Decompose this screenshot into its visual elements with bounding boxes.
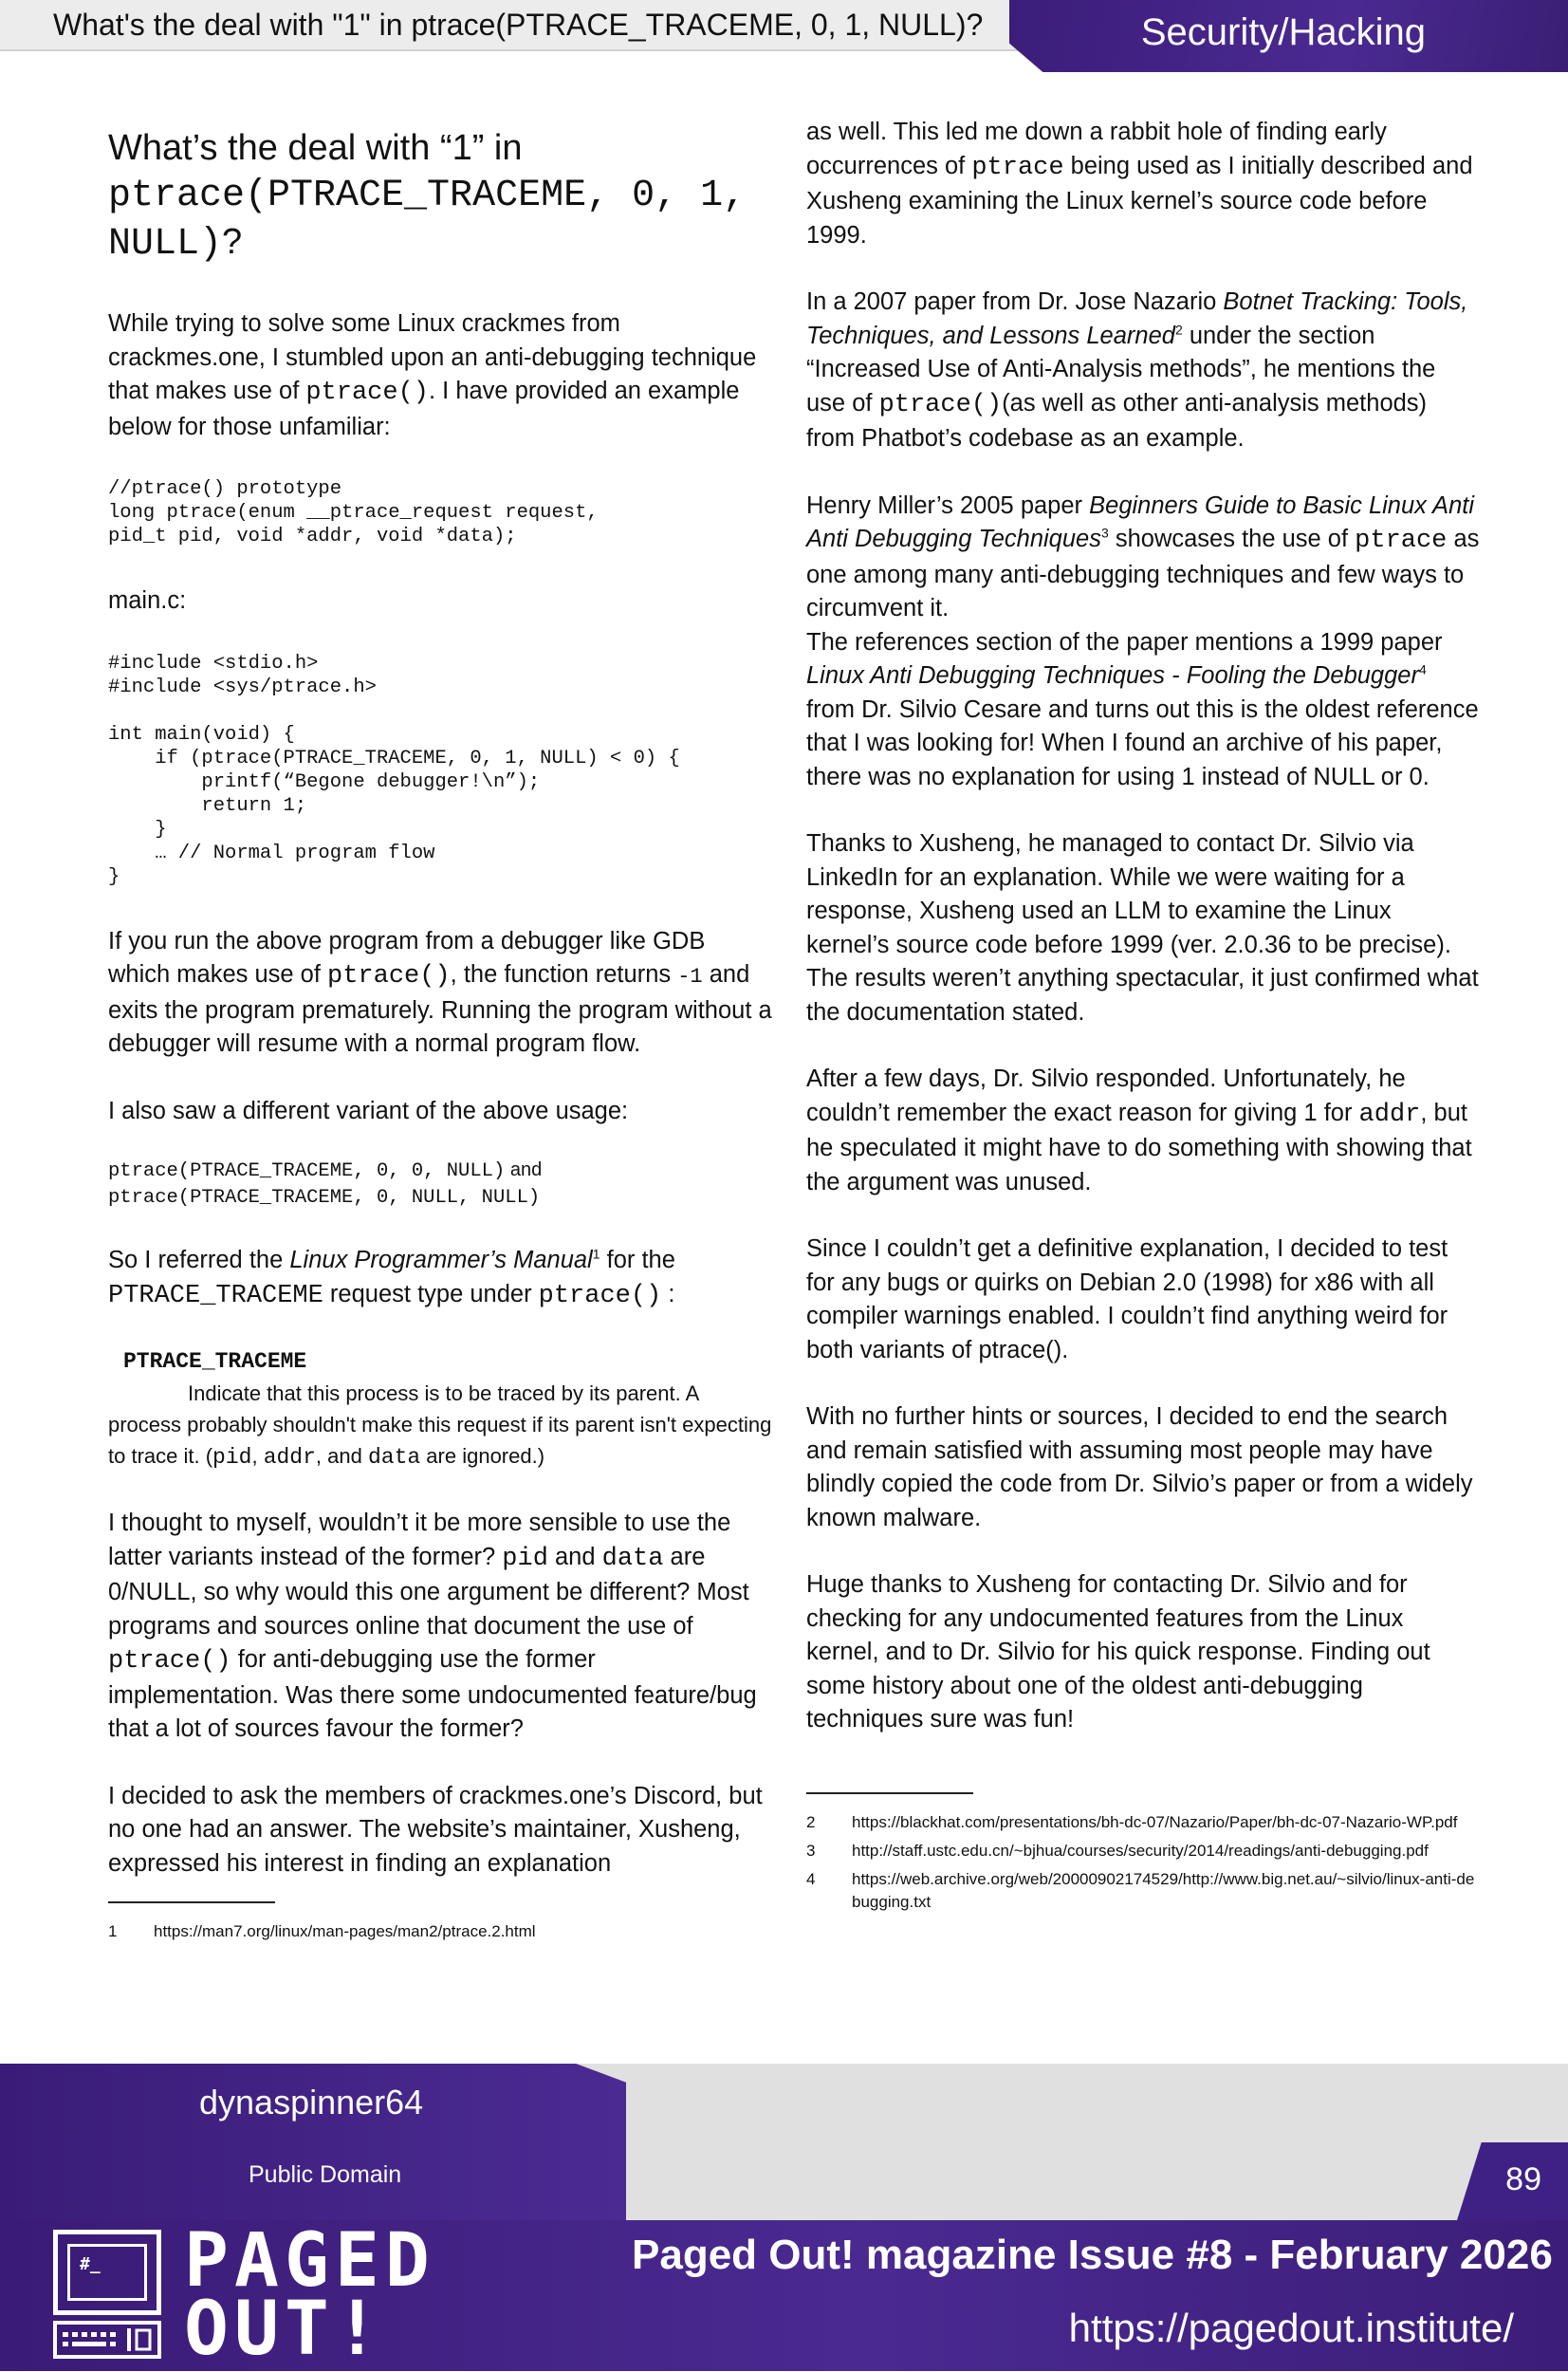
- article-left-column: [108, 116, 772, 1949]
- terminal-screen: [67, 2244, 147, 2301]
- keyboard-icon: [53, 2321, 161, 2359]
- paragraph-thanks: Huge thanks to Xusheng for contacting Dr. Silvio and for checking for any undocumented features from the Linux kernel, and to Dr. Silvio for his quick response. Finding out some history about one of the oldest anti-debugging techniques sure was fun!: [806, 1571, 1430, 1733]
- paragraph-debugger: If you run the above program from a debugger like GDB which makes use of ptrace(), the function returns -1 and exits the program prematurely. Running the program without a debugger will resume with a normal program flow.: [108, 927, 772, 1057]
- section-label: Security/Hacking: [1140, 11, 1426, 53]
- paragraph-intro: While trying to solve some Linux crackmes from crackmes.one, I stumbled upon an anti-debugging technique that makes use of ptrace(). I have provided an example below for those unfamiliar:: [108, 310, 757, 440]
- paragraph-manual-ref: So I referred the Linux Programmer’s Manual$^1$ for the PTRACE_TRACEME request type under ptrace() :: [108, 1246, 675, 1310]
- article-heading: What’s the deal with “1” in ptrace(PTRACE_TRACEME, 0, 1, NULL)?: [108, 128, 747, 266]
- variant-code: ptrace(PTRACE_TRACEME, 0, 0, NULL) and ptrace(PTRACE_TRACEME, 0, NULL, NULL): [108, 1159, 543, 1209]
- code-prototype: //ptrace() prototype long ptrace(enum __ptrace_request request, pid_t pid, void *addr, void *data);: [108, 478, 599, 547]
- manual-excerpt: [108, 1346, 772, 1473]
- footnote-divider-right: [806, 1792, 973, 1794]
- paragraph-nazario: In a 2007 paper from Dr. Jose Nazario Botnet Tracking: Tools, Techniques, and Lessons Learned$^2$ under the section “Increased Use of Anti-Analysis methods”, he mentions the use of ptrace()(as well as other anti-analysis methods) from Phatbot’s codebase as an example.: [806, 288, 1468, 452]
- keyboard-keys-icon: [57, 2325, 157, 2355]
- mainc-label: main.c:: [108, 587, 187, 614]
- paragraph-linkedin: Thanks to Xusheng, he managed to contact Dr. Silvio via LinkedIn for an explanation. While we were waiting for a response, Xusheng used an LLM to examine the Linux kernel’s source code before 1999 (ver. 2.0.36 to be precise). The results weren’t anything spectacular, it just confirmed what the documentation stated.: [806, 830, 1479, 1026]
- terminal-prompt: #_: [80, 2254, 101, 2274]
- issue-label: Paged Out! magazine Issue #8 - February 2026: [632, 2232, 1553, 2278]
- license-label: Public Domain: [249, 2161, 402, 2188]
- paragraph-debian: Since I couldn’t get a definitive explanation, I decided to test for any bugs or quirks on Debian 2.0 (1998) for x86 with all compiler warnings enabled. I couldn’t find anything weird for both variants of ptrace().: [806, 1235, 1448, 1363]
- footnote-3: 3 http://staff.ustc.edu.cn/~bjhua/courses/security/2014/readings/anti-debugging.pdf: [806, 1841, 1429, 1860]
- footnote-2: 2 https://blackhat.com/presentations/bh-dc-07/Nazario/Paper/bh-dc-07-Nazario-WP.pdf: [806, 1812, 1458, 1831]
- paragraph-question: I thought to myself, wouldn’t it be more sensible to use the latter variants instead of the former? pid and data are 0/NULL, so why would this one argument be different? Most programs and sources online that document the use of ptrace() for anti-debugging use the former implementation. Was there some undocumented feature/bug that a lot of sources favour the former?: [108, 1510, 757, 1742]
- manual-body: Indicate that this process is to be traced by its parent. A process probably shouldn't make this request if its parent isn't expecting to trace it. (pid, addr, and data are ignored.): [108, 1381, 772, 1470]
- page-number: 89: [1505, 2161, 1541, 2197]
- footnote-4: 4 https://web.archive.org/web/20000902174529/http://www.big.net.au/~silvio/linux-anti-debugging.txt: [806, 1869, 1475, 1911]
- author-name: dynaspinner64: [199, 2083, 424, 2122]
- paragraph-discord: I decided to ask the members of crackmes.one’s Discord, but no one had an answer. The website’s maintainer, Xusheng, expressed his interest in finding an explanation: [108, 1782, 763, 1877]
- paragraph-response: After a few days, Dr. Silvio responded. Unfortunately, he couldn’t remember the exact reason for giving 1 for addr, but he speculated it might have to do something with showing that the argument was unused.: [806, 1066, 1472, 1195]
- article-right-column: [806, 116, 1480, 1919]
- footnote-divider-left: [108, 1901, 275, 1903]
- site-url[interactable]: https://pagedout.institute/: [1068, 2306, 1514, 2350]
- manual-title: PTRACE_TRACEME: [123, 1349, 307, 1374]
- logo-out: OUT!: [184, 2287, 385, 2372]
- page-title: What's the deal with "1" in ptrace(PTRACE_TRACEME, 0, 1, NULL)?: [53, 8, 984, 42]
- paragraph-conclusion: With no further hints or sources, I decided to end the search and remain satisfied with assuming most people may have blindly copied the code from Dr. Silvio’s paper or from a widely known malware.: [806, 1403, 1473, 1531]
- paragraph-rabbit-hole: as well. This led me down a rabbit hole of finding early occurrences of ptrace being used as I initially described and Xusheng examining the Linux kernel’s source code before 1999.: [806, 119, 1473, 249]
- code-main: #include <stdio.h> #include <sys/ptrace.h> int main(void) { if (ptrace(PTRACE_TRACEME, 0, 1, NULL) < 0) { printf(“Begone debugger!\n”); return 1; } … // Normal program flow }: [108, 652, 680, 888]
- paragraph-variant: I also saw a different variant of the above usage:: [108, 1097, 629, 1124]
- paragraph-miller: Henry Miller’s 2005 paper Beginners Guide to Basic Linux Anti Anti Debugging Techniques$^3$ showcases the use of ptrace as one among many anti-debugging techniques and few ways to circumvent it. The references section of the paper mentions a 1999 paper Linux Anti Debugging Techniques - Fooling the Debugger$^4$ from Dr. Silvio Cesare and turns out this is the oldest reference that I was looking for! When I found an archive of his paper, there was no explanation for using 1 instead of NULL or 0.: [806, 491, 1480, 790]
- logo-paged: PAGED: [184, 2218, 435, 2304]
- footnote-1: 1 https://man7.org/linux/man-pages/man2/ptrace.2.html: [108, 1922, 536, 1940]
- terminal-icon: [53, 2230, 161, 2315]
